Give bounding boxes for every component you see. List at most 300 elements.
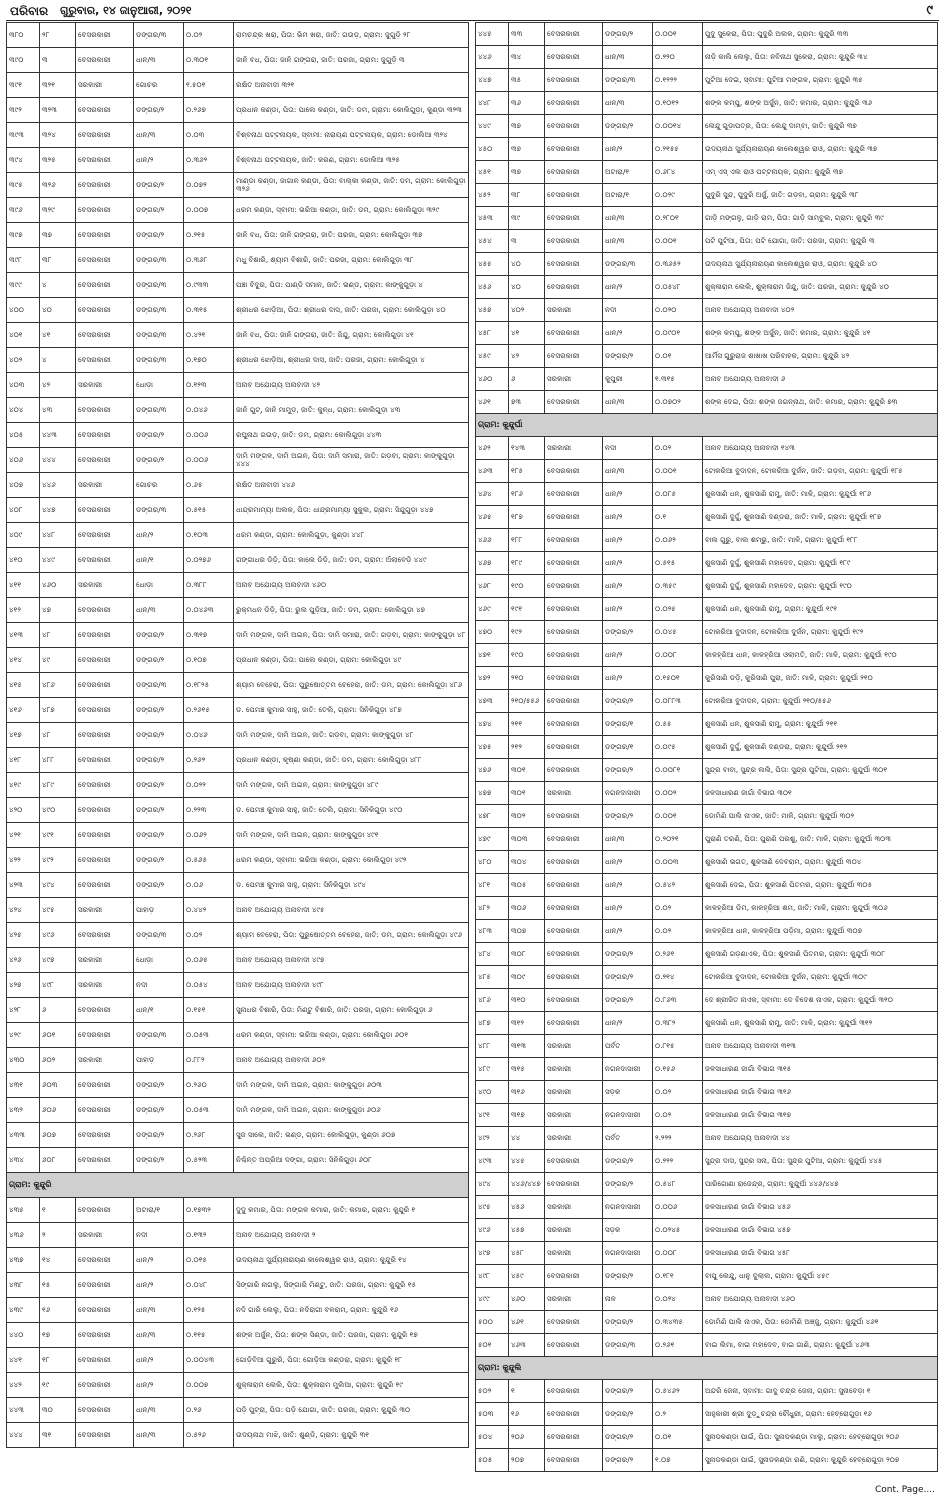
khata-number: ୪୩୮ [7,1273,40,1298]
owner-details: ଟୋକରିଆ ବୁଦାଦନ, ଟୋକରିଆ ଦୁର୍ଜନ, ଗ୍ରାମ: କୁନ୍ଦୁର୍ଘା ୧୯୨ [703,621,938,644]
land-class: ଧାନ/୨ [603,897,653,920]
area-value: ୦.୩୬୨ [184,148,234,173]
land-type: ବେସରକାରୀ [76,1348,134,1373]
land-type: ସରକାରୀ [545,368,603,391]
plot-number: ୧୪ [40,1248,76,1273]
khata-number: ୩୯୩ [7,123,40,148]
land-class: ଧାନ/୨ [134,1373,184,1398]
khata-number: ୩୯୦ [7,48,40,73]
owner-details: ସୁନାଧର ବିଶାରି, ପିତା: ମିଣ୍ଟୁ ବିଶାରି, ଜାତି: ପରଜା, ଗ୍ରାମ: କୋଲିଗୁଡ଼ା ୬ [234,998,469,1023]
owner-details: ଅନାବ ଅଯୋଗ୍ୟ ଅନାବାଦୀ ୨ [234,1223,469,1248]
owner-details: ଅନ୍ଦରି ଜେନା, ସ୍ବାମୀ: ଗାଦୁ ଚନ୍ଦ୍ର ଜେନା, ଗ୍ରାମ: ସୁନାବେଡ଼ା ୧ [703,1380,938,1403]
land-type: ବେସରକାରୀ [76,998,134,1023]
area-value: ୦.୦୨ [184,23,234,48]
land-class: ଡଙ୍ଗର/୨ [134,848,184,873]
plot-number: ୩୨୯ [40,198,76,223]
owner-details: ଗଙ୍ଗାଧର ଡିଡ଼ି, ପିତା: କାଲେ ଡିଡ଼ି, ଜାତି: ଡମ, ଗ୍ରାମ: ଅଁଲାବେଡ଼ି ୪୪୯ [234,548,469,573]
owner-details: ଅନାବ ଅଯୋଗ୍ୟ ଅନାବାଦୀ ୪୪ [703,1127,938,1150]
table-row [7,73,469,98]
land-type: ବେସରକାରୀ [76,623,134,648]
area-value: ୦.୨୦୨୧ [653,828,703,851]
khata-number: ୪୯୧ [476,1104,509,1127]
land-class: ଡଙ୍ଗର/୨ [134,698,184,723]
plot-number: ୪୫୮ [509,1242,545,1265]
land-class: ଡଙ୍ଗର/୨ [134,823,184,848]
khata-number: ୪୯୩ [476,1150,509,1173]
owner-details: ଜଳସାଧାରଣ ଜାଗାଁ ବିଭାଗ ୩୧୫ [703,1058,938,1081]
land-record-table-right [475,22,938,1472]
land-type: ସରକାରୀ [76,1223,134,1248]
owner-details: ଶ୍ରୀଧର ଝୋଡ଼ିଆ, ଶ୍ରୀଧର ଦାସ, ଜାତି: ପରଜା, ଗ୍ରାମ: କୋଲିଗୁଡ଼ା ୪ [234,348,469,373]
table-row [7,498,469,523]
area-value: ୦.୧୦୩ [184,523,234,548]
land-type: ବେସରକାରୀ [545,1311,603,1334]
table-row [7,298,469,323]
area-value: ୦.୨୧୪ [653,966,703,989]
area-value: ୦.୦୨ [653,1104,703,1127]
land-type: ବେସରକାରୀ [76,1148,134,1173]
land-class: ଧାନ/୨ [603,667,653,690]
khata-number: ୪୨୪ [7,898,40,923]
khata-number: ୪୬୮ [476,575,509,598]
table-row [476,943,938,966]
owner-details: ଦାମି ମଙ୍ଗଳ, ଦାମି ଅଇନ, ପିତା: ଦାମି ସମାରା, ଜାତି: ଗଡ଼ବା, ଗ୍ରାମ: କାଙ୍କୁଗୁଡ଼ା ୪୮ [234,623,469,648]
land-type: ବେସରକାରୀ [76,423,134,448]
khata-number: ୪୩୨ [7,1098,40,1123]
table-row [7,748,469,773]
land-type: ବେସରକାରୀ [76,523,134,548]
area-value: ୦.୦୨୦ [653,299,703,322]
owner-details: ଜାନି ବଧ, ପିତା: ଜାନି ଗଙ୍ଗରା, ଜାତି: ପରଜା, ଗ୍ରାମ: ଜୁଗୁଡ଼ି ୩ [234,48,469,73]
khata-number: ୪୭୯ [476,828,509,851]
owner-details: ଶଙ୍କ କମ୍ପୁ, ଶଙ୍କ ଅର୍ଜୁନ, ଜାତି: କମାର, ଗ୍ରାମ: କୁନ୍ଦୁରି ୪୧ [703,322,938,345]
owner-details: ଶ୍ୟାମ ବେହେରା, ପିତା: ପୁରୁଷୋତ୍ତମ ବେହେରା, ଜାତି: ଡମ, ଗ୍ରାମ: କୋଲିଗୁଡ଼ା ୪୮୬ [234,673,469,698]
table-row [7,348,469,373]
owner-details: ସାହୁକାରୀ ଶ୍ରୀ ଦୁଡ଼ୁଚନ୍ଦ୍ର ଚୌଧୁରୀ, ଗ୍ରାମ: ହେବ୍ରୋଗୁଡ଼ା ୧୬ [703,1403,938,1426]
land-class: ଗୋଚର [134,473,184,498]
land-class: ଡଙ୍ଗର/୨ [134,423,184,448]
table-row [7,23,469,48]
khata-number: ୪୦୮ [7,498,40,523]
land-class: ଡଙ୍ଗର/୩ [134,498,184,523]
land-type: ବେସରକାରୀ [545,667,603,690]
land-type: ସରକାରୀ [545,1035,603,1058]
plot-number: ୬୦୨ [40,1048,76,1073]
plot-number: ୩୧୨ [509,1012,545,1035]
khata-number: ୪୫୪ [476,230,509,253]
plot-number: ୪୭ [40,598,76,623]
land-type: ବେସରକାରୀ [545,621,603,644]
table-row [476,391,938,414]
land-type: ବେସରକାରୀ [76,1123,134,1148]
plot-number: ୩ [40,48,76,73]
plot-number: ୬୦୬ [40,1098,76,1123]
owner-details: ଶ୍ୟାମ ବେହେରା, ପିତା: ପୁରୁଷୋତ୍ତମ ବେହେରା, ଜାତି: ଡମ, ଗ୍ରାମ: କୋଲିଗୁଡ଼ା ୪୯୬ [234,923,469,948]
table-row [7,1148,469,1173]
land-class: ଅଟାରା/୧ [134,1198,184,1223]
plot-number: ୧ [40,1198,76,1223]
plot-number: ୪୮ [40,723,76,748]
plot-number: ୧୯୦ [509,575,545,598]
owner-details: ପୁରାଣି ତରଣି, ପିତା: ପୁରାଣି ପରଶୁ, ଜାତି: ମାଳି, ଗ୍ରାମ: କୁନ୍ଦୁର୍ଘା ୩୦୩ [703,828,938,851]
khata-number: ୪୪୬ [476,46,509,69]
area-value: ୦.୧୫୦୧ [653,667,703,690]
land-class: ଡଙ୍ଗର/୩ [134,1023,184,1048]
khata-number: ୪୭୬ [476,759,509,782]
land-type: ବେସରକାରୀ [76,1073,134,1098]
table-row [476,920,938,943]
table-row [7,223,469,248]
khata-number: ୪୨୯ [7,1023,40,1048]
land-type: ସରକାରୀ [545,1104,603,1127]
khata-number: ୪୧୩ [7,623,40,648]
area-value: ୦.୦୫୪ [184,973,234,998]
plot-number: ୩ [509,230,545,253]
land-type: ବେସରକାରୀ [545,759,603,782]
land-class: ଧାନ/୨ [134,523,184,548]
plot-number: ୪୮୯ [40,773,76,798]
land-class: ଧାନ/୨ [603,138,653,161]
land-class: ଡଙ୍ଗର/୩ [134,273,184,298]
area-value: ୦.୦୦୮ [653,644,703,667]
table-row [7,998,469,1023]
khata-number: ୫୦୧ [476,1334,509,1357]
owner-details: ଶୁକସାଣି ଦୁର୍ଦ୍ଦୁ, ଶୁକସାଣି ଦଣ୍ଡରା, ଗ୍ରାମ: କୁନ୍ଦୁର୍ଘା ୨୧୨ [703,736,938,759]
owner-details: ଧାନ୍ଦ୍ରମାମ୍ୟା ଅଲକ, ପିତା: ଧାନ୍ଦ୍ରମାମ୍ୟା ସୁକୁଲ, ଗ୍ରାମ: ସିନ୍ଦୁଗୁଡ଼ା ୪୪୭ [234,498,469,523]
land-type: ବେସରକାରୀ [545,644,603,667]
table-row [476,1058,938,1081]
area-value: ୦.୧୨୩ [184,373,234,398]
land-class: ଧାନ/୩ [603,460,653,483]
area-value: ୦.୦୦୮ [653,1242,703,1265]
land-type: ବେସରକାରୀ [76,673,134,698]
table-row [7,823,469,848]
land-class: ଡଙ୍ଗର/୨ [603,1403,653,1426]
owner-details: ଜାନି ବଧ, ପିତା: ଜାନି ଗଙ୍ଗରା, ଜାତି: ପରଜା, ଗ୍ରାମ: କୋଲିଗୁଡ଼ା ୩୭ [234,223,469,248]
land-class: ଧାନ/୩ [134,1423,184,1448]
table-row [7,1373,469,1398]
land-class: ଧାନ/୩ [603,828,653,851]
khata-number: ୪୬୬ [476,529,509,552]
owner-details: ଶଙ୍କ ଅର୍ଜୁନ, ପିତା: ଶଙ୍କ ସିଣ୍ଡା, ଜାତି: ପରଜା, ଗ୍ରାମ: କୁନ୍ଦୁରି ୧୭ [234,1323,469,1348]
table-row [7,48,469,73]
owner-details: ବିଶ୍ବନାଥ ପଟ୍ଟନାୟକ, ସ୍ବାମୀ: ନାରାୟଣ ପଟ୍ଟନାୟକ, ଗ୍ରାମ: ଡୋଲିଆ ୩୨୪ [234,123,469,148]
khata-number: ୫୦୪ [476,1426,509,1449]
area-value: ୦.୦୨ [653,897,703,920]
land-type: ବେସରକାରୀ [76,148,134,173]
table-row [476,1104,938,1127]
khata-number: ୪୦୩ [7,373,40,398]
area-value: ୦.୩୬୮ [184,248,234,273]
land-class: ଧାନ/୩ [134,1323,184,1348]
plot-number: ୪ [40,348,76,373]
land-type: ବେସରକାରୀ [545,184,603,207]
table-row [476,598,938,621]
area-value: ୦.୦୦୬ [184,423,234,448]
table-row [7,973,469,998]
village-section-header [476,1357,938,1380]
khata-number: ୪୧୬ [7,698,40,723]
area-value: ୦.୪୨୧ [184,323,234,348]
owner-details: ଅନାବ ଅଯୋଗ୍ୟ ଅନାବାଦୀ ୪୬୦ [234,573,469,598]
table-row [476,506,938,529]
area-value: ୧.୩୧୫ [653,368,703,391]
owner-details: ଉଦୟନାଥ ସୁର୍ଯ୍ୟନାରାୟଣ କାଲେଶ୍ୱର ରାଓ, ଗ୍ରାମ: କୁନ୍ଦୁରି ୧୪ [234,1248,469,1273]
land-class: ନଗନଦାସାରୀ [603,1196,653,1219]
plot-number: ୪୪୩ [40,423,76,448]
table-row [7,1423,469,1448]
plot-number: ୬୦୮ [40,1148,76,1173]
khata-number: ୪୭୫ [476,736,509,759]
table-row [476,874,938,897]
land-class: ଡଙ୍ଗର/୧ [603,713,653,736]
khata-number: ୩୯୭ [7,223,40,248]
table-row [476,207,938,230]
khata-number: ୩୯୧ [7,73,40,98]
table-row [476,621,938,644]
village-section-header [476,414,938,437]
khata-number: ୪୨୬ [7,948,40,973]
area-value: ୦.୦୨୫ [653,598,703,621]
table-row [476,1311,938,1334]
land-type: ବେସରକାରୀ [76,448,134,473]
land-type: ସରକାରୀ [76,373,134,398]
land-type: ସରକାରୀ [545,1242,603,1265]
owner-details: ଲେନ୍ଦୁ ଗୁଡ଼ାପତ୍ର, ପିତା: ଲେନ୍ଦୁ ଦାମ୍ବା, ଜାତି: କୁନ୍ଦୁରି ୩୭ [703,115,938,138]
table-row [7,98,469,123]
land-class: ଧାନ/୩ [134,1298,184,1323]
khata-number: ୪୧୨ [7,598,40,623]
plot-number: ୩୨୫ [40,148,76,173]
plot-number: ୪୪୬/୪୪୭ [509,1173,545,1196]
khata-number: ୪୯୦ [476,1081,509,1104]
area-value: ୦.୨୧୫୫ [653,138,703,161]
land-class: ଡଙ୍ଗର/୨ [603,759,653,782]
land-class: ଡଙ୍ଗର/୨ [134,1073,184,1098]
table-row [476,138,938,161]
land-type: ବେସରକାରୀ [545,1150,603,1173]
table-row [7,773,469,798]
land-type: ବେସରକାରୀ [545,1334,603,1357]
plot-number: ୭୩ [509,391,545,414]
land-type: ବେସରକାରୀ [545,552,603,575]
owner-details: ଦାମି ମଙ୍ଗଳ, ଦାମି ଅଇନ, ପିତା: ଦାମି ସମାରା, ଜାତି: ଗଡ଼ବା, ଗ୍ରାମ: କାଙ୍କୁଗୁଡ଼ା ୪୪୪ [234,448,469,473]
table-row [476,276,938,299]
land-class: ଡଙ୍ଗର/୨ [134,873,184,898]
land-type: ବେସରକାରୀ [545,1265,603,1288]
land-type: ବେସରକାରୀ [545,1173,603,1196]
area-value: ୦.୧ [653,506,703,529]
table-row [476,1219,938,1242]
owner-details: ଅନାବ ଅଯୋଗ୍ୟ ଅନାବାଦୀ ୩୧୩ [703,1035,938,1058]
village-name: ଗ୍ରାମ: କୁନ୍ଦୁଲି [476,1357,938,1380]
plot-number: ୨୧୧ [509,713,545,736]
khata-number: ୫୦୫ [476,1449,509,1472]
land-type: ବେସରକାରୀ [545,1449,603,1472]
khata-number: ୩୯୫ [7,173,40,198]
owner-details: ସିଙ୍ଗାରି ନାଗଲୁ, ସିଙ୍ଗାରି ମିଣ୍ଟୁ, ଜାତି: ପରଜା, ଗ୍ରାମ: କୁନ୍ଦୁରି ୧୫ [234,1273,469,1298]
land-class: ଡଙ୍ଗର/୨ [134,448,184,473]
land-type: ବେସରକାରୀ [76,848,134,873]
table-row [7,1348,469,1373]
khata-number: ୪୯୯ [476,1288,509,1311]
land-class: ଧାନ/୩ [134,598,184,623]
khata-number: ୪୩୭ [7,1248,40,1273]
land-class: ଧାନ/୨ [603,575,653,598]
khata-number: ୪୩୧ [7,1073,40,1098]
land-class: ଧାନ/୩ [603,391,653,414]
land-class: ଡଙ୍ଗର/୨ [603,1265,653,1288]
table-row [476,460,938,483]
land-class: ଧୋଡ଼ା [134,948,184,973]
table-row [476,759,938,782]
page-header [6,2,939,21]
plot-number: ୪୮୮ [40,748,76,773]
table-row [7,573,469,598]
plot-number: ୩୦ [40,1398,76,1423]
land-class: ଡଙ୍ଗର/୨ [603,943,653,966]
khata-number: ୪୫୮ [476,322,509,345]
plot-number: ୪୯୭ [40,948,76,973]
table-row [476,828,938,851]
area-value: ୦.୦୦୭ [184,198,234,223]
area-value: ୦.୧୦୧୨ [653,92,703,115]
khata-number: ୪୨୫ [7,923,40,948]
plot-number: ୪୦ [509,276,545,299]
plot-number: ୨୧୦ [509,667,545,690]
table-row [7,623,469,648]
owner-details: ଏମ୍ ଏସ୍ ଏଲ ରାଓ ପଟ୍ଟନାୟକ, ଗ୍ରାମ: କୁନ୍ଦୁରି ୩୭ [703,161,938,184]
owner-details: ଜଳସାଧାରଣ ଜାଗାଁ ବିଭାଗ ୪୫୮ [703,1242,938,1265]
area-value: ୦.୮୬୩ [653,989,703,1012]
page-number: ୯ [926,3,933,18]
land-type: ବେସରକାରୀ [545,851,603,874]
khata-number: ୪୭୮ [476,805,509,828]
table-row [7,1073,469,1098]
table-row [7,523,469,548]
khata-number: ୫୦୨ [476,1380,509,1403]
owner-details: ପଟି ପୁଟିଆ, ପିତା: ପଟି ଯୋଗା, ଜାତି: ପରଜା, ଗ୍ରାମ: କୁନ୍ଦୁରି ୩ [703,230,938,253]
plot-number: ୪୦ [509,253,545,276]
plot-number: ୧ [509,1380,545,1403]
plot-number: ୬୦୧ [40,1023,76,1048]
land-class: ପର୍ବତ [603,1127,653,1150]
area-value: ୦.୨୮୦୧ [653,207,703,230]
khata-number: ୪୯୪ [476,1173,509,1196]
area-value: ୦.୦୬ [184,873,234,898]
owner-details: ଦାମି ମଙ୍ଗଳ, ଦାମି ଅଇନ, ଗ୍ରାମ: କାଙ୍କୁଗୁଡ଼ା ୪୮୯ [234,773,469,798]
land-class: ଧାନ/୨ [603,276,653,299]
land-type: ସରକାରୀ [76,473,134,498]
land-class: ଡଙ୍ଗର/୩ [134,23,184,48]
land-class: ଡଙ୍ଗର/୨ [603,1426,653,1449]
area-value: ୦.୫୬୫ [184,848,234,873]
table-row [7,848,469,873]
land-type: ବେସରକାରୀ [545,690,603,713]
area-value: ୦.୧୫୧ [184,998,234,1023]
land-type: ବେସରକାରୀ [76,273,134,298]
land-class: ଧାନ/୩ [603,46,653,69]
area-value: ୦.୮୮୨ [184,1048,234,1073]
plot-number: ୩୩ [509,23,545,46]
owner-details: ପଞ୍ଚା ବିଦୁର, ପିତା: ପାଣ୍ଡି ସମାନ, ଜାତି: ଭଣ୍ଡ, ଗ୍ରାମ: କାଙ୍କୁଗୁଡ଼ା ୪ [234,273,469,298]
plot-number: ୩୫ [509,69,545,92]
land-class: ନଗନଦାସାରୀ [603,782,653,805]
plot-number: ୧୬ [509,1403,545,1426]
plot-number: ୪୪୬ [40,473,76,498]
land-class: ନାଳ [603,1288,653,1311]
plot-number: ୧୭ [40,1323,76,1348]
land-class: ନଦୀ [134,973,184,998]
area-value: ୦.୧୭୩୨ [184,1198,234,1223]
land-class: ଧାନ/୩ [134,48,184,73]
plot-number: ୪୯୬ [40,923,76,948]
owner-details: ସୁନାଡକଣ୍ଡା ପାଇଁ, ସୁନାଡକଣ୍ଡା ରଣି, ଗ୍ରାମ: କୁନ୍ଦୁରି ହେବ୍ରୋଗୁଡ଼ା ୨୦୭ [703,1449,938,1472]
land-type: ବେସରକାରୀ [76,598,134,623]
table-row [476,805,938,828]
owner-details: ଦାମି ମଙ୍ଗଳ, ଦାମି ଅଇନ, ଗ୍ରାମ: କାଙ୍କୁଗୁଡ଼ା ୪୯୧ [234,823,469,848]
land-type: ସରକାରୀ [545,1196,603,1219]
plot-number: ୪୫୭ [509,1219,545,1242]
land-type: ବେସରକାରୀ [545,161,603,184]
land-class: ଡଙ୍ଗର/୩ [603,1334,653,1357]
land-class: ଡଙ୍ଗର/୩ [134,248,184,273]
area-value: ୦.୨୨୩ [184,798,234,823]
plot-number: ୧୮୭ [509,506,545,529]
plot-number: ୩୮ [40,248,76,273]
area-value: ୦.୧୭୦ [184,348,234,373]
khata-number: ୪୨୦ [7,798,40,823]
land-class: ନଗନଦାସାରୀ [603,1242,653,1265]
khata-number: ୪୪୨ [7,1373,40,1398]
area-value: ୦.୦୦୧ [653,460,703,483]
land-class: ଧୋଡ଼ା [134,373,184,398]
plot-number: ୩୨୩ [40,98,76,123]
land-class: ଡଙ୍ଗର/୨ [603,23,653,46]
owner-details: ସୁଜ ସାଲେ, ଜାତି: ଭଣ୍ଡ, ଗ୍ରାମ: କୋଲିଗୁଡ଼ା, କୁଣ୍ଡା ୬୦୭ [234,1123,469,1148]
table-row [476,667,938,690]
owner-details: ଡୋମିଣି ପାଲି ନାଏକ, ପିତା: ଡୋମିଣି ଅଞ୍ଜୁ, ଗ୍ରାମ: କୁନ୍ଦୁର୍ଘା ୪୬୧ [703,1311,938,1334]
owner-details: ପୁଟିଆ ଦେଇ, ସ୍ବାମୀ: ପୁଟିଆ ମଙ୍ଗଳ, ଗ୍ରାମ: କୁନ୍ଦୁରି ୩୫ [703,69,938,92]
plot-number: ୪୪୯ [40,548,76,573]
land-type: ବେସରକାରୀ [545,46,603,69]
land-type: ବେସରକାରୀ [545,230,603,253]
owner-details: ଶୁକସାଣି ଧନ, ଶୁକସାଣି ରାମୁ, ଜାତି: ମାଳି, ଗ୍ରାମ: କୁନ୍ଦୁର୍ଘା ୧୮୬ [703,483,938,506]
land-type: ବେସରକାରୀ [545,345,603,368]
owner-details: ଟୋକରିଆ ବୁଦାଦନ, ଟୋକରିଆ ଦୁର୍ଜନ, ଜାତି: ଗଡ଼ବା, ଗ୍ରାମ: କୁନ୍ଦୁର୍ଘା ୧୮୫ [703,460,938,483]
plot-number: ୩୦୫ [509,874,545,897]
khata-number: ୪୫୧ [476,161,509,184]
land-class: ଧାନ/୨ [134,1273,184,1298]
owner-details: ଶୁକସାଣି ଦୁର୍ଦ୍ଦୁ, ଶୁକସାଣି ଦଣ୍ଡରା, ଜାତି: ମାଳି, ଗ୍ରାମ: କୁନ୍ଦୁର୍ଘା ୧୮୭ [703,506,938,529]
area-value: ୦.୦୨୪ [653,1288,703,1311]
plot-number: ୪୪୭ [40,498,76,523]
table-row [7,898,469,923]
land-type: ବେସରକାରୀ [76,1423,134,1448]
table-row [476,69,938,92]
land-class: ଡଙ୍ଗର/୨ [134,723,184,748]
table-row [476,23,938,46]
land-type: ବେସରକାରୀ [76,723,134,748]
area-value: ୦.୯୩୩ [184,273,234,298]
land-class: ଧାନ/୨ [603,644,653,667]
area-value: ୦.୩୮୨ [653,1012,703,1035]
owner-details: ଉଦୟନାଥ ସୁର୍ଯ୍ୟନାରାୟଣ କାଲେଶ୍ୱର ରାଓ, ଗ୍ରାମ: କୁନ୍ଦୁରି ୪୦ [703,253,938,276]
owner-details: କାଳହ୍ରିଆ ଧାନ, କାଳହ୍ରିଆ ପଡ଼ିମା, ଗ୍ରାମ: କୁନ୍ଦୁର୍ଘା ୩୦୭ [703,920,938,943]
plot-number: ୩୦୮ [509,943,545,966]
area-value: ୦.୦୦୨ [653,782,703,805]
land-class: ଡଙ୍ଗର/୨ [603,1173,653,1196]
